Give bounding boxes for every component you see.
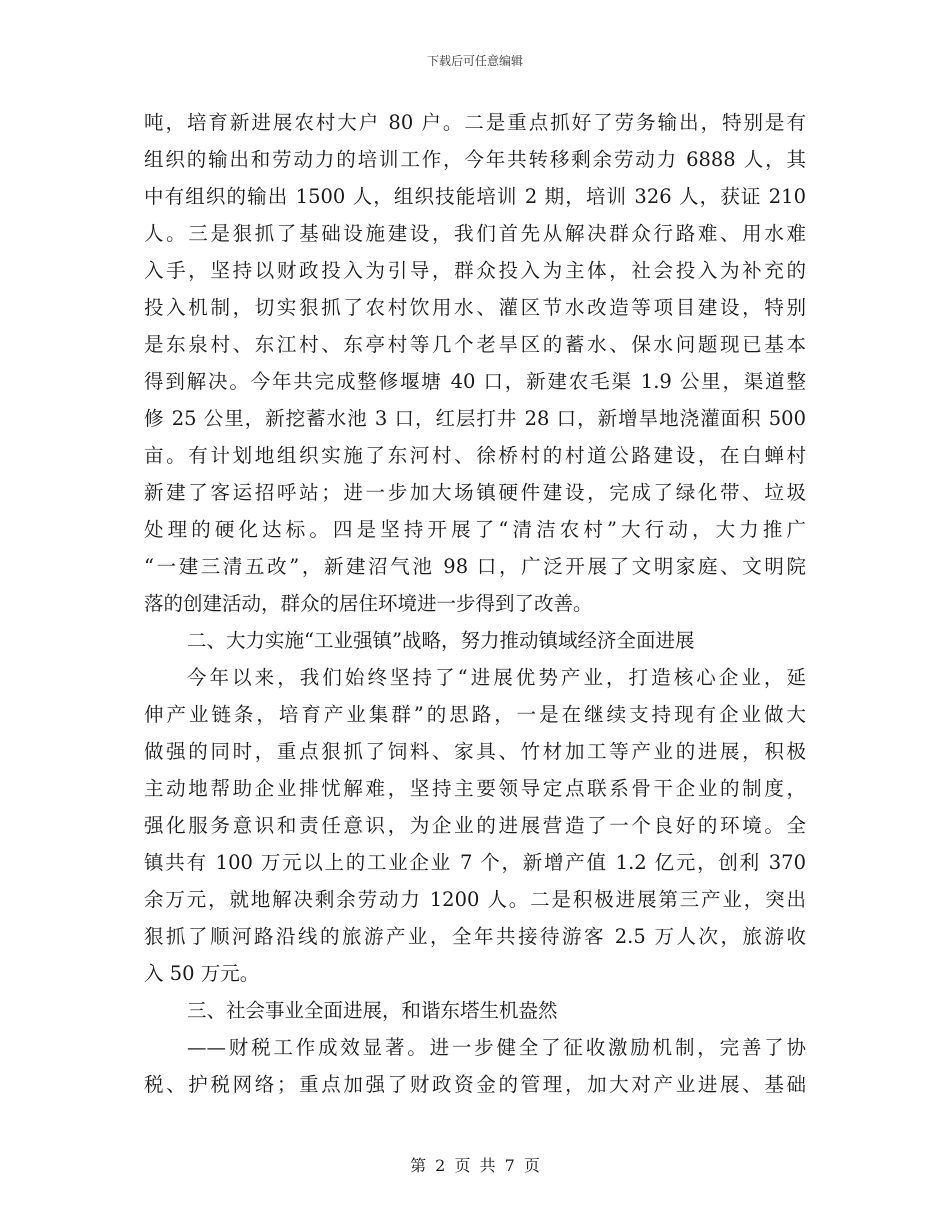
body-line: 强化服务意识和责任意识，为企业的进展营造了一个良好的环境。全: [144, 814, 806, 837]
body-line: 做强的同时，重点狠抓了饲料、家具、竹材加工等产业的进展，积极: [144, 740, 806, 763]
body-line: 镇共有 100 万元以上的工业企业 7 个，新增产值 1.2 亿元，创利 370: [144, 851, 806, 874]
body-line: 伸产业链条，培育产业集群”的思路，一是在继续支持现有企业做大: [144, 703, 806, 726]
body-line: 今年以来，我们始终坚持了“进展优势产业，打造核心企业，延: [187, 666, 806, 689]
body-line: 投入机制，切实狠抓了农村饮用水、灌区节水改造等项目建设，特别: [144, 296, 806, 319]
body-line: 是东泉村、东江村、东亭村等几个老旱区的蓄水、保水问题现已基本: [144, 333, 806, 356]
body-line: 入 50 万元。: [144, 962, 260, 985]
body-line: 余万元，就地解决剩余劳动力 1200 人。二是积极进展第三产业，突出: [144, 888, 806, 911]
body-line: 入手，坚持以财政投入为引导，群众投入为主体，社会投入为补充的: [144, 259, 806, 282]
section-heading: 三、社会事业全面进展，和谐东塔生机盎然: [187, 999, 558, 1022]
body-line: 落的创建活动，群众的居住环境进一步得到了改善。: [144, 592, 593, 615]
body-line: 新建了客运招呼站；进一步加大场镇硬件建设，完成了绿化带、垃圾: [144, 481, 806, 504]
body-line: 组织的输出和劳动力的培训工作，今年共转移剩余劳动力 6888 人，其: [144, 148, 806, 171]
body-line: 修 25 公里，新挖蓄水池 3 口，红层打井 28 口，新增旱地浇灌面积 500: [144, 407, 806, 430]
body-line: 得到解决。今年共完成整修堰塘 40 口，新建农毛渠 1.9 公里，渠道整: [144, 370, 806, 393]
body-line: 主动地帮助企业排忧解难，坚持主要领导定点联系骨干企业的制度，: [144, 777, 806, 800]
body-line: 人。三是狠抓了基础设施建设，我们首先从解决群众行路难、用水难: [144, 222, 806, 245]
body-line: 处理的硬化达标。四是坚持开展了“清洁农村”大行动，大力推广: [144, 518, 806, 541]
body-line: 中有组织的输出 1500 人，组织技能培训 2 期，培训 326 人，获证 210: [144, 185, 806, 208]
section-heading: 二、大力实施“工业强镇”战略，努力推动镇域经济全面进展: [187, 629, 695, 652]
body-line: 税、护税网络；重点加强了财政资金的管理，加大对产业进展、基础: [144, 1073, 806, 1096]
body-line: 亩。有计划地组织实施了东河村、徐桥村的村道公路建设，在白蝉村: [144, 444, 806, 467]
body-line: ——财税工作成效显著。进一步健全了征收激励机制，完善了协: [187, 1036, 806, 1059]
document-body: [144, 104, 806, 1103]
page-number: 第 2 页 共 7 页: [410, 1156, 540, 1175]
body-line: 狠抓了顺河路沿线的旅游产业，全年共接待游客 2.5 万人次，旅游收: [144, 925, 806, 948]
body-line: “一建三清五改”，新建沼气池 98 口，广泛开展了文明家庭、文明院: [144, 555, 806, 578]
page-header-note: 下载后可任意编辑: [426, 54, 523, 68]
body-line: 吨，培育新进展农村大户 80 户。二是重点抓好了劳务输出，特别是有: [144, 111, 806, 134]
